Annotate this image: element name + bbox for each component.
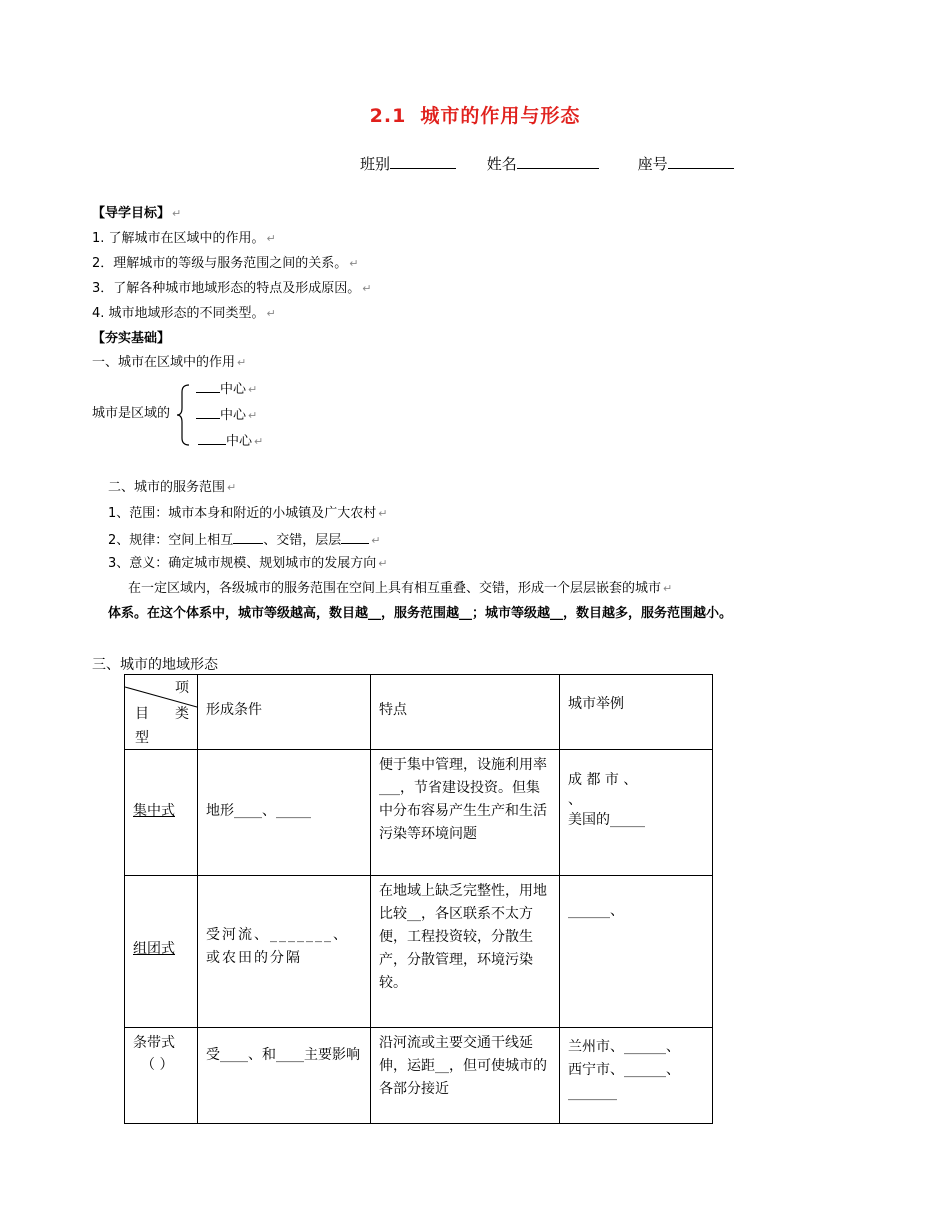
title-number: 2.1: [369, 105, 407, 127]
type-cell: 集中式: [125, 750, 198, 876]
section-2-title: 二、城市的服务范围 ↵: [108, 480, 237, 495]
title-text: 城市的作用与形态: [420, 105, 581, 127]
goal-item: 3．了解各种城市地域形态的特点及形成原因。 ↵: [92, 281, 372, 296]
condition-cell: 地形____、_____: [198, 750, 371, 876]
table-header-cell: 特点: [371, 675, 560, 750]
seat-label: 座号: [637, 155, 668, 173]
table-row: [125, 876, 713, 1028]
feature-cell: 便于集中管理，设施利用率___，节省建设投资。但集中分布容易产生生产和生活污染等环境问题: [371, 750, 560, 876]
rule-blank[interactable]: [233, 531, 263, 544]
table-corner-cell: 项 目 类 型: [125, 675, 198, 750]
class-blank[interactable]: [390, 154, 456, 169]
role-item: 中心 ↵: [196, 406, 257, 424]
table-row: [125, 1028, 713, 1124]
role-item: 中心 ↵: [196, 380, 257, 398]
curly-brace: [176, 384, 190, 446]
name-blank[interactable]: [517, 154, 599, 169]
role-item: 中心 ↵: [198, 432, 263, 450]
condition-cell: 受河流、_______、或农田的分隔: [198, 876, 371, 1028]
type-cell: 组团式: [125, 876, 198, 1028]
role-blank[interactable]: [196, 406, 220, 419]
feature-cell: 在地域上缺乏完整性，用地比较__，各区联系不太方便，工程投资较，分散生产，分散管理，环境污染较。: [371, 876, 560, 1028]
rule-blank[interactable]: [341, 531, 369, 544]
page-title: [0, 101, 950, 128]
table-row: [125, 750, 713, 876]
role-blank[interactable]: [196, 380, 220, 393]
section-2-item: 3、意义：确定城市规模、规划城市的发展方向 ↵: [108, 556, 388, 571]
table-header-cell: 形成条件: [198, 675, 371, 750]
goal-item: 4. 城市地域形态的不同类型。 ↵: [92, 306, 276, 321]
urban-form-table: [124, 674, 713, 1124]
role-prefix: 城市是区域的: [92, 406, 171, 421]
class-label: 班别: [360, 155, 391, 173]
basics-heading: 【夯实基础】: [92, 331, 171, 346]
name-label: 姓名: [486, 155, 517, 173]
example-cell: 兰州市、______、 西宁市、______、 _______: [560, 1028, 713, 1124]
table-header-row: [125, 675, 713, 750]
student-info-line: [360, 153, 734, 174]
section-1-title: 一、城市在区域中的作用 ↵: [92, 355, 247, 370]
condition-cell: 受____、和____主要影响: [198, 1028, 371, 1124]
seat-blank[interactable]: [668, 154, 734, 169]
example-cell: ______、: [560, 876, 713, 1028]
example-cell: 成 都 市 、 、 美国的_____: [560, 750, 713, 876]
section-2-item: 1、范围：城市本身和附近的小城镇及广大农村 ↵: [108, 506, 388, 521]
feature-cell: 沿河流或主要交通干线延伸，运距__，但可使城市的各部分接近: [371, 1028, 560, 1124]
goals-heading: 【导学目标】 ↵: [92, 206, 182, 221]
table-header-cell: 城市举例: [560, 675, 713, 750]
paragraph-line: 体系。在这个体系中，城市等级越高，数目越__，服务范围越__；城市等级越__，数目越多，服务范围越小。: [108, 606, 733, 621]
section-2-item: 2、规律：空间上相互 、交错，层层 ↵: [108, 533, 381, 548]
section-3-title: 三、城市的地域形态: [92, 657, 218, 673]
type-cell: 条带式 （ ）: [125, 1028, 198, 1124]
paragraph-line: 在一定区域内，各级城市的服务范围在空间上具有相互重叠、交错，形成一个层层嵌套的城市 ↵: [128, 581, 673, 596]
goal-item: 1. 了解城市在区域中的作用。 ↵: [92, 231, 276, 246]
goal-item: 2．理解城市的等级与服务范围之间的关系。 ↵: [92, 256, 359, 271]
role-blank[interactable]: [198, 432, 226, 445]
